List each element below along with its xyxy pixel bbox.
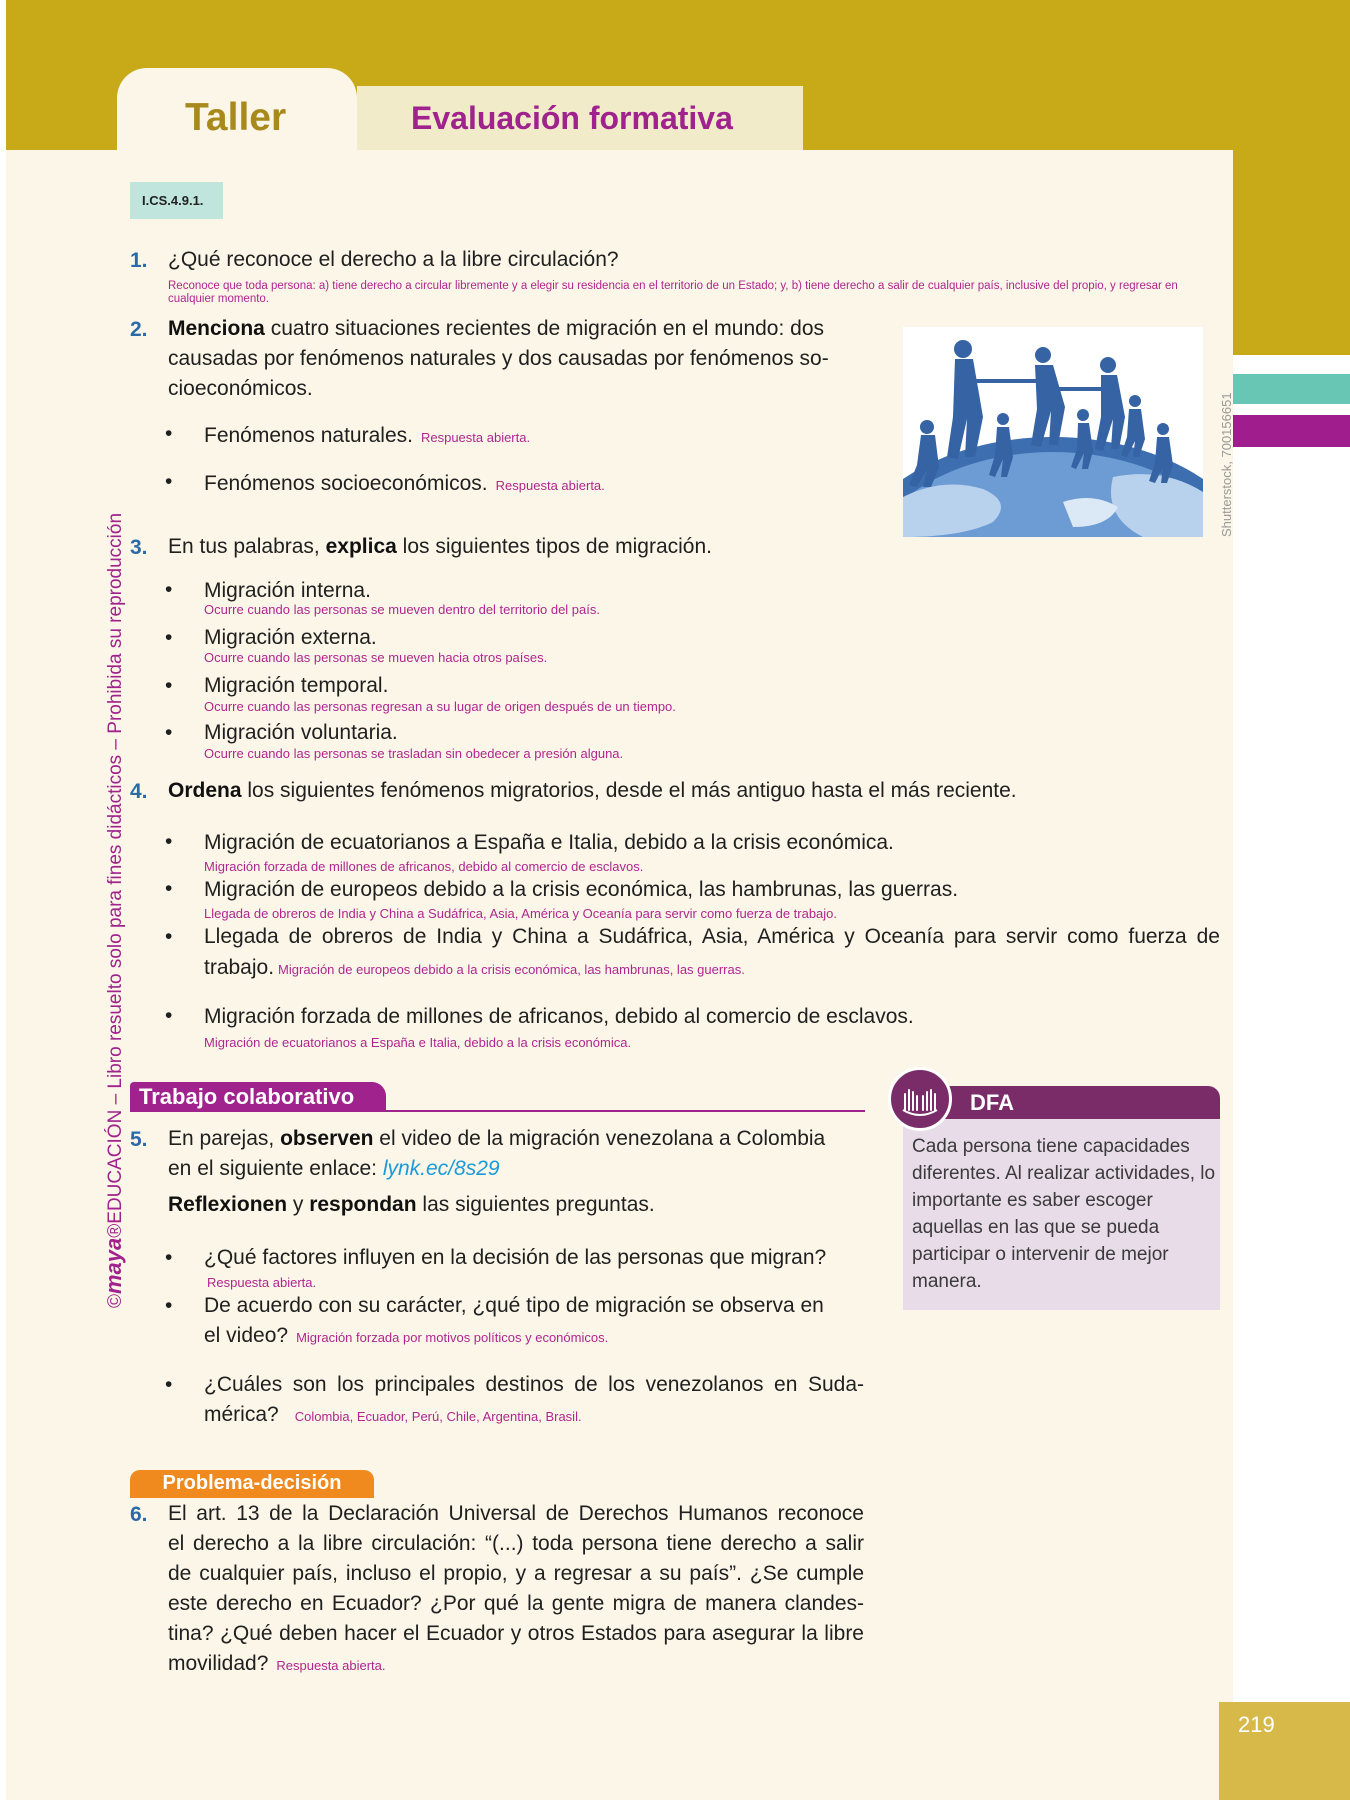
collaborative-work-header: Trabajo colaborativo xyxy=(130,1082,386,1112)
side-copyright-text xyxy=(101,513,127,1308)
bullet: • xyxy=(165,925,173,948)
bullet: • xyxy=(165,721,173,744)
dfa-title: DFA xyxy=(970,1090,1014,1115)
q5-item-2 xyxy=(204,1291,864,1353)
bullet: • xyxy=(165,578,173,601)
q5-bold2: Reflexionen xyxy=(168,1193,288,1216)
evaluation-title: Evaluación formativa xyxy=(411,100,733,136)
bullet: • xyxy=(165,1004,173,1027)
q2-item-1-answer: Respuesta abierta. xyxy=(420,430,531,445)
q5-pre: En parejas, xyxy=(168,1127,281,1150)
q4-item-3-line1: Llegada de obreros de India y China a Sudáfrica, Asia, América y Oceanía para servir como fuerza de xyxy=(204,925,1220,948)
q4-item-4-answer: Migración de ecuatorianos a España e Italia, debido a la crisis económica. xyxy=(204,1035,632,1050)
q2-item-2-answer: Respuesta abierta. xyxy=(495,478,605,493)
page-number: 219 xyxy=(1238,1712,1275,1737)
bullet: • xyxy=(165,830,173,853)
bullet: • xyxy=(165,674,173,697)
q2-line3: cioeconómicos. xyxy=(168,377,313,400)
q6-line-5: tina? ¿Qué deben hacer el Ecuador y otros Estados para asegurar la libre xyxy=(168,1622,864,1645)
q3-bold: explica xyxy=(325,535,397,558)
q6-line-2: el derecho a la libre circulación: “(...) toda persona tiene derecho a salir xyxy=(168,1532,864,1555)
video-link[interactable]: lynk.ec/8s29 xyxy=(382,1157,500,1180)
q3-text xyxy=(168,532,712,562)
q2-line2: causadas por fenómenos naturales y dos causadas por fenómenos so- xyxy=(168,347,829,370)
q3-item-3: Migración temporal. xyxy=(204,674,389,697)
q2-text xyxy=(168,314,868,404)
q5-bold: observen xyxy=(280,1127,374,1150)
q2-item-2-text: Fenómenos socioeconómicos. xyxy=(204,472,488,495)
q5-item-2-line2: el video? xyxy=(204,1324,289,1347)
q5-item-1-answer: Respuesta abierta. xyxy=(207,1275,317,1290)
photo-credit: Shutterstock, 700156651 xyxy=(1219,392,1234,537)
q4-number: 4. xyxy=(130,780,148,803)
brand-logo-text: maya xyxy=(101,1237,126,1294)
q1-text: ¿Qué reconoce el derecho a la libre circulación? xyxy=(168,248,619,271)
registered-symbol: ® xyxy=(105,1223,126,1238)
magenta-tab-marker xyxy=(1233,415,1350,447)
indicator-code: I.CS.4.9.1. xyxy=(130,182,223,219)
q4-item-3-text2: trabajo. xyxy=(204,956,275,979)
q1-number: 1. xyxy=(130,249,148,272)
q5-item-3 xyxy=(204,1370,864,1432)
q5-post2: las siguientes preguntas. xyxy=(416,1193,655,1216)
q3-post: los siguientes tipos de migración. xyxy=(396,535,712,558)
q2-line1: cuatro situaciones recientes de migración en el mundo: dos xyxy=(264,317,825,340)
q3-item-2-answer: Ocurre cuando las personas se mueven hacia otros países. xyxy=(204,650,548,665)
q3-item-3-answer: Ocurre cuando las personas regresan a su lugar de origen después de un tiempo. xyxy=(204,699,676,714)
q5-instruction xyxy=(168,1190,655,1220)
bullet: • xyxy=(165,422,173,445)
copyright-symbol: © xyxy=(105,1294,126,1308)
side-notice: EDUCACIÓN – Libro resuelto solo para fines didácticos – Prohibida su reproducción xyxy=(105,512,126,1224)
q5-post: el video de la migración venezolana a Colombia xyxy=(373,1127,826,1150)
q5-item-2-answer: Migración forzada por motivos políticos y económicos. xyxy=(296,1330,609,1345)
q5-line2: en el siguiente enlace: xyxy=(168,1157,383,1180)
dfa-text: Cada persona tiene capacidades diferentes. Al realizar actividades, lo importante es saber escoger aquellas en las que se pueda participar o intervenir de mejor manera. xyxy=(912,1136,1216,1292)
hands-icon xyxy=(888,1067,952,1131)
q5-text xyxy=(168,1124,868,1184)
q5-mid2: y xyxy=(287,1193,310,1216)
q2-number: 2. xyxy=(130,318,148,341)
bullet: • xyxy=(165,1294,173,1317)
q4-bold: Ordena xyxy=(168,779,242,802)
right-margin xyxy=(1233,355,1350,1702)
dfa-header-bar xyxy=(920,1086,1220,1119)
q5-item-1: ¿Qué factores influyen en la decisión de las personas que migran? xyxy=(204,1246,827,1269)
hands-icon-graphic xyxy=(891,1070,949,1128)
q5-number: 5. xyxy=(130,1128,148,1151)
bullet: • xyxy=(165,877,173,900)
problem-decision-header: Problema-decisión xyxy=(130,1470,374,1498)
q3-number: 3. xyxy=(130,536,148,559)
q6-line-4: este derecho en Ecuador? ¿Por qué la gente migra de manera clandes- xyxy=(168,1592,864,1615)
q6-line-1: El art. 13 de la Declaración Universal de Derechos Humanos reconoce xyxy=(168,1502,864,1525)
migration-photo xyxy=(903,327,1203,537)
q6-line-3: de cualquier país, incluso el propio, y a regresar a su país”. ¿Se cumple xyxy=(168,1562,864,1585)
right-color-band xyxy=(1233,150,1350,355)
q5-item-2-line1: De acuerdo con su carácter, ¿qué tipo de migración se observa en xyxy=(204,1294,824,1317)
migrants-globe-illustration xyxy=(903,327,1203,537)
q3-pre: En tus palabras, xyxy=(168,535,326,558)
teal-tab-marker xyxy=(1233,374,1350,404)
q6-text xyxy=(168,1499,864,1681)
q4-item-3-line2 xyxy=(204,953,745,985)
q4-item-3-answer: Migración de europeos debido a la crisis económica, las hambrunas, las guerras. xyxy=(278,962,745,977)
q3-item-4-answer: Ocurre cuando las personas se trasladan sin obedecer a presión alguna. xyxy=(204,746,624,761)
bullet: • xyxy=(165,1246,173,1269)
q2-bold: Menciona xyxy=(168,317,265,340)
left-margin xyxy=(0,0,6,1800)
q5-item-3-line1: ¿Cuáles son los principales destinos de los venezolanos en Suda- xyxy=(204,1373,864,1396)
q6-number: 6. xyxy=(130,1503,148,1526)
q4-item-1: Migración de ecuatorianos a España e Italia, debido a la crisis económica. xyxy=(204,831,894,854)
collaborative-divider xyxy=(130,1110,865,1112)
taller-title: Taller xyxy=(185,96,287,139)
q3-item-1: Migración interna. xyxy=(204,579,371,602)
q4-item-2: Migración de europeos debido a la crisis económica, las hambrunas, las guerras. xyxy=(204,878,959,901)
q5-item-3-answer: Colombia, Ecuador, Perú, Chile, Argentina, Brasil. xyxy=(294,1409,582,1424)
q4-item-1-answer: Migración forzada de millones de africanos, debido al comercio de esclavos. xyxy=(204,859,644,874)
bullet: • xyxy=(165,626,173,649)
bullet: • xyxy=(165,1373,173,1396)
q2-item-2 xyxy=(204,469,605,501)
q6-answer: Respuesta abierta. xyxy=(276,1658,386,1673)
q3-item-1-answer: Ocurre cuando las personas se mueven dentro del territorio del país. xyxy=(204,602,600,617)
q3-item-4: Migración voluntaria. xyxy=(204,721,398,744)
q1-answer: Reconoce que toda persona: a) tiene derecho a circular libremente y a elegir su residencia en el territorio de un Estado; y, b) tiene derecho a salir de cualquier país, inclusive del propio, y regresar en cualquier momento. xyxy=(168,280,1178,305)
bullet: • xyxy=(165,470,173,493)
q5-item-3-line2: mérica? xyxy=(204,1403,279,1426)
q5-bold3: respondan xyxy=(309,1193,417,1216)
q4-item-2-answer: Llegada de obreros de India y China a Sudáfrica, Asia, América y Oceanía para servir como fuerza de trabajo. xyxy=(204,906,838,921)
q4-item-4: Migración forzada de millones de africanos, debido al comercio de esclavos. xyxy=(204,1005,914,1028)
q4-text xyxy=(168,776,1017,806)
q4-post: los siguientes fenómenos migratorios, desde el más antiguo hasta el más reciente. xyxy=(241,779,1017,802)
q6-line-6: movilidad? xyxy=(168,1652,269,1675)
q3-item-2: Migración externa. xyxy=(204,626,377,649)
q2-item-1-text: Fenómenos naturales. xyxy=(204,424,413,447)
q2-item-1 xyxy=(204,421,530,453)
